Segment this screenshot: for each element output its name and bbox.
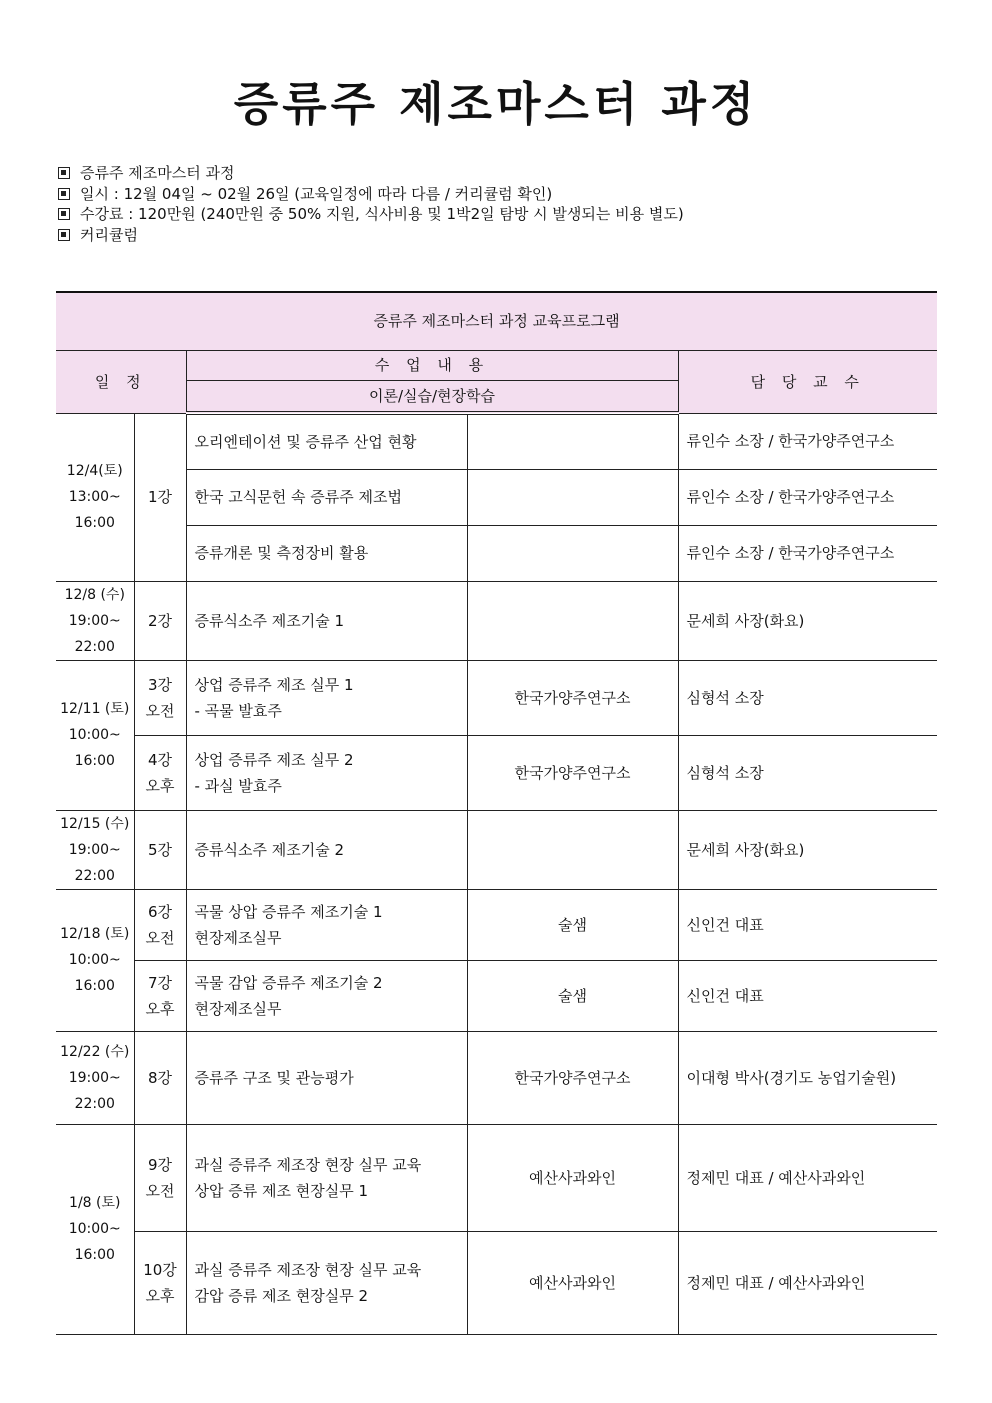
lecture-label: 오후 [145, 999, 175, 1018]
content-line: - 과실 발효주 [194, 776, 282, 795]
schedule-line: 19:00~ [68, 612, 121, 629]
info-text: 수강료 : 120만원 (240만원 중 50% 지원, 식사비용 및 1박2일 탐방 시 발생되는 비용 별도) [80, 205, 684, 223]
schedule-line: 19:00~ [68, 1069, 121, 1086]
lecture-cell [134, 810, 186, 889]
content-line: 오리엔테이션 및 증류주 산업 현황 [194, 432, 417, 451]
schedule-line: 16:00 [74, 1247, 115, 1263]
schedule-line: 16:00 [74, 753, 115, 769]
lecture-cell [134, 889, 186, 960]
content-line: 상업 증류주 제조 실무 2 [194, 750, 354, 769]
content-line: 현장제조실무 [194, 999, 282, 1018]
lecture-cell [134, 413, 186, 581]
table-row [56, 413, 937, 469]
instructor-cell: 류인수 소장 / 한국가양주연구소 [678, 525, 937, 581]
content-line: 증류식소주 제조기술 1 [194, 611, 344, 630]
place-cell [467, 413, 678, 469]
square-bullet-icon [58, 167, 70, 179]
content-line: 과실 증류주 제조장 현장 실무 교육 [194, 1260, 422, 1279]
table-caption: 증류주 제조마스터 과정 교육프로그램 [56, 292, 937, 350]
place-cell [467, 810, 678, 889]
lecture-label: 오후 [145, 1286, 175, 1305]
content-line: 증류개론 및 측정장비 활용 [194, 544, 369, 562]
lecture-label: 8강 [147, 1068, 173, 1087]
table-row [56, 581, 937, 660]
lecture-label: 4강 [147, 750, 173, 769]
square-bullet-icon [58, 229, 70, 241]
schedule-line: 16:00 [74, 978, 115, 994]
header-instructor: 담 당 교 수 [678, 350, 937, 413]
content-cell [186, 469, 467, 525]
schedule-line: 22:00 [74, 867, 115, 884]
instructor-cell: 신인건 대표 [678, 889, 937, 960]
header-schedule: 일 정 [56, 350, 186, 413]
content-line: 증류주 구조 및 관능평가 [194, 1068, 354, 1087]
content-line: - 곡물 발효주 [194, 701, 282, 720]
lecture-label: 2강 [147, 611, 173, 630]
schedule-line: 1/8 (토) [69, 1195, 121, 1211]
schedule-line: 16:00 [74, 515, 115, 531]
table-row [56, 960, 937, 1031]
content-cell [186, 1031, 467, 1124]
place-cell [467, 581, 678, 660]
schedule-line: 10:00~ [68, 727, 121, 743]
place-cell [467, 469, 678, 525]
table-row [56, 735, 937, 810]
place-cell: 예산사과와인 [467, 1124, 678, 1231]
table-row [56, 1124, 937, 1231]
place-cell: 예산사과와인 [467, 1231, 678, 1334]
lecture-label: 5강 [147, 840, 173, 859]
info-text: 일시 : 12월 04일 ~ 02월 26일 (교육일정에 따라 다름 / 커리큘럼 확인) [80, 184, 553, 203]
schedule-cell [56, 889, 134, 1031]
info-text: 증류주 제조마스터 과정 [80, 164, 235, 182]
lecture-cell [134, 1231, 186, 1334]
schedule-line: 10:00~ [68, 952, 121, 968]
lecture-label: 오전 [145, 928, 175, 947]
info-item [58, 225, 684, 246]
program-table [56, 291, 937, 1335]
lecture-cell [134, 960, 186, 1031]
lecture-label: 오전 [145, 1181, 175, 1200]
lecture-cell [134, 735, 186, 810]
place-cell: 한국가양주연구소 [467, 735, 678, 810]
lecture-label: 9강 [147, 1155, 173, 1174]
schedule-cell [56, 1124, 134, 1334]
schedule-cell [56, 581, 134, 660]
schedule-line: 12/4(토) [66, 463, 123, 479]
instructor-cell: 이대형 박사(경기도 농업기술원) [678, 1031, 937, 1124]
lecture-cell [134, 1124, 186, 1231]
content-cell [186, 960, 467, 1031]
schedule-cell [56, 413, 134, 581]
instructor-cell: 정제민 대표 / 예산사과와인 [678, 1231, 937, 1334]
info-item [58, 184, 684, 205]
place-cell: 술샘 [467, 960, 678, 1031]
lecture-cell [134, 660, 186, 735]
place-cell: 술샘 [467, 889, 678, 960]
lecture-label: 3강 [147, 675, 173, 694]
content-line: 곡물 감압 증류주 제조기술 2 [194, 973, 383, 992]
table-row [56, 810, 937, 889]
table-row [56, 469, 937, 525]
content-line: 상업 증류주 제조 실무 1 [194, 675, 354, 694]
schedule-line: 19:00~ [68, 841, 121, 858]
content-line: 과실 증류주 제조장 현장 실무 교육 [194, 1155, 422, 1174]
instructor-cell: 류인수 소장 / 한국가양주연구소 [678, 413, 937, 469]
place-cell: 한국가양주연구소 [467, 660, 678, 735]
page-title: 증류주 제조마스터 과정 [233, 77, 759, 131]
schedule-line: 12/15 (수) [60, 815, 130, 832]
content-cell [186, 525, 467, 581]
content-line: 곡물 상압 증류주 제조기술 1 [194, 902, 383, 921]
lecture-label: 10강 [143, 1260, 177, 1279]
schedule-line: 22:00 [74, 638, 115, 655]
lecture-cell [134, 581, 186, 660]
content-line: 한국 고식문헌 속 증류주 제조법 [194, 488, 402, 506]
table-row [56, 660, 937, 735]
schedule-cell [56, 1031, 134, 1124]
content-cell [186, 1124, 467, 1231]
header-content-sub: 이론/실습/현장학습 [186, 380, 678, 413]
content-cell [186, 413, 467, 469]
table-row [56, 889, 937, 960]
content-line: 감압 증류 제조 현장실무 2 [194, 1286, 369, 1305]
lecture-label: 1강 [147, 488, 173, 506]
content-cell [186, 735, 467, 810]
instructor-cell: 신인건 대표 [678, 960, 937, 1031]
instructor-cell: 문세희 사장(화요) [678, 581, 937, 660]
schedule-line: 12/11 (토) [60, 701, 130, 717]
content-line: 상압 증류 제조 현장실무 1 [194, 1181, 369, 1200]
lecture-cell [134, 1031, 186, 1124]
instructor-cell: 문세희 사장(화요) [678, 810, 937, 889]
table-row [56, 1231, 937, 1334]
instructor-cell: 심형석 소장 [678, 660, 937, 735]
content-cell [186, 660, 467, 735]
instructor-cell: 심형석 소장 [678, 735, 937, 810]
lecture-label: 오후 [145, 776, 175, 795]
content-cell [186, 1231, 467, 1334]
info-item [58, 204, 684, 225]
schedule-line: 12/22 (수) [60, 1043, 130, 1060]
instructor-cell: 정제민 대표 / 예산사과와인 [678, 1124, 937, 1231]
schedule-line: 12/18 (토) [60, 926, 130, 942]
content-cell [186, 581, 467, 660]
info-text: 커리큘럼 [80, 225, 138, 244]
info-item [58, 163, 684, 184]
program-table-body [56, 413, 937, 1334]
schedule-line: 13:00~ [68, 489, 121, 505]
content-line: 증류식소주 제조기술 2 [194, 840, 344, 859]
lecture-label: 6강 [147, 902, 173, 921]
place-cell [467, 525, 678, 581]
content-line: 현장제조실무 [194, 928, 282, 947]
table-row [56, 1031, 937, 1124]
info-list [58, 163, 684, 245]
schedule-cell [56, 810, 134, 889]
schedule-line: 22:00 [74, 1095, 115, 1112]
square-bullet-icon [58, 208, 70, 220]
schedule-line: 10:00~ [68, 1221, 121, 1237]
lecture-label: 7강 [147, 973, 173, 992]
schedule-cell [56, 660, 134, 810]
table-row [56, 525, 937, 581]
content-cell [186, 889, 467, 960]
place-cell: 한국가양주연구소 [467, 1031, 678, 1124]
schedule-line: 12/8 (수) [64, 586, 125, 603]
lecture-label: 오전 [145, 701, 175, 720]
header-content: 수 업 내 용 [186, 350, 678, 380]
content-cell [186, 810, 467, 889]
square-bullet-icon [58, 188, 70, 200]
instructor-cell: 류인수 소장 / 한국가양주연구소 [678, 469, 937, 525]
